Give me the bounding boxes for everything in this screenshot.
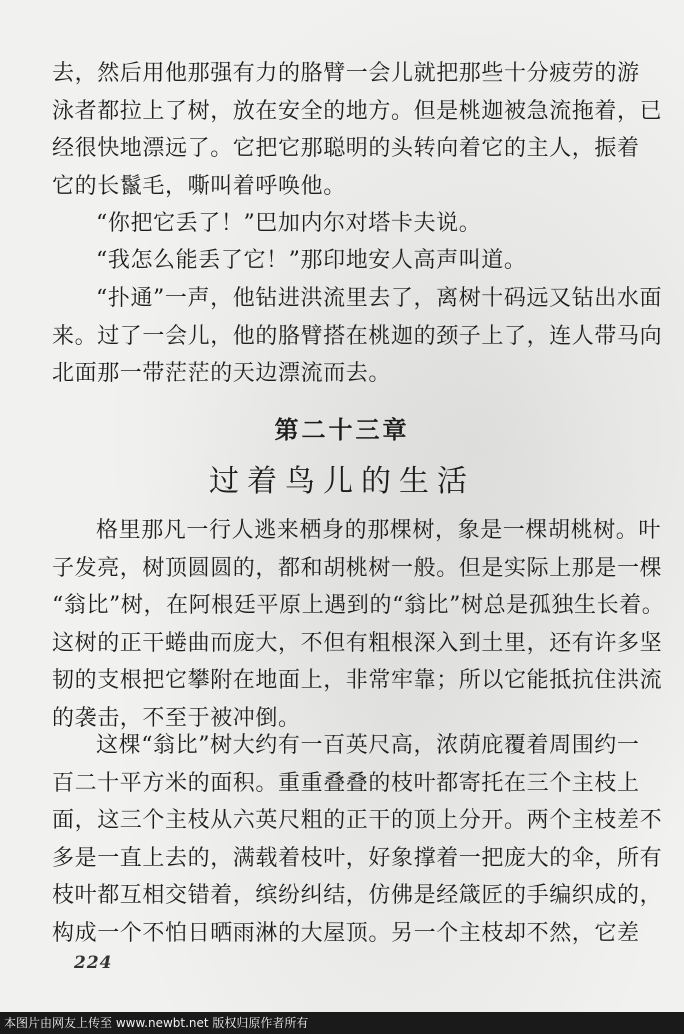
text-line: “翁比”树，在阿根廷平原上遇到的“翁比”树总是孤独生长着。 [52,593,665,618]
text-line: 它的长鬣毛，嘶叫着呼唤他。 [52,173,346,199]
text-line: 这棵“翁比”树大约有一百英尺高，浓荫庇覆着周围约一 [96,733,640,758]
text-line: 的袭击，不至于被冲倒。 [52,705,301,731]
text-line: 韧的支根把它攀附在地面上，非常牢靠；所以它能抵抗住洪流 [52,668,663,693]
text-line: 泳者都拉上了树，放在安全的地方。但是桃迦被急流拖着，已 [52,98,663,124]
paragraph-dialogue-1 [52,205,642,243]
text-line: 构成一个不怕日晒雨淋的大屋顶。另一个主枝却不然，它差 [52,920,640,946]
text-line: 格里那凡一行人逃来栖身的那棵树，象是一棵胡桃树。叶 [96,518,662,543]
paragraph-dialogue-2 [52,242,642,280]
text-line: 经很快地漂远了。它把它那聪明的头转向着它的主人，振着 [52,136,640,161]
text-line: 百二十平方米的面积。重重叠叠的枝叶都寄托在三个主枝上 [52,770,640,796]
text-line: 面，这三个主枝从六英尺粗的正干的顶上分开。两个主枝差不 [52,808,663,833]
text-line: “你把它丢了！”巴加内尔对塔卡夫说。 [96,211,482,236]
paragraph-plunge [52,280,663,393]
text-line: 去，然后用他那强有力的胳臂一会儿就把那些十分疲劳的游 [52,61,640,86]
chapter-number: 第二十三章 [274,416,410,444]
page-number: 224 [74,953,113,973]
text-line: “我怎么能丢了它！”那印地安人高声叫道。 [96,248,527,273]
text-line: 北面那一带茫茫的天边漂流而去。 [52,361,392,386]
text-line: 子发亮，树顶圆圆的，都和胡桃树一般。但是实际上那是一棵 [52,555,663,581]
text-line: 这树的正干蜷曲而庞大，不但有粗根深入到土里，还有许多坚 [52,630,663,656]
chapter-title: 过着鸟儿的生活 [209,464,475,499]
watermark-banner: 本图片由网友上传至 www.newbt.net 版权归原作者所有 [0,1012,684,1034]
paragraph-tree-size [52,727,663,952]
paragraph-tree-description [52,512,665,737]
text-line: 来。过了一会儿，他的胳臂搭在桃迦的颈子上了，连人带马向 [52,323,663,349]
text-line: “扑通”一声，他钻进洪流里去了，离树十码远又钻出水面 [96,286,663,311]
paragraph-continuation [52,55,663,205]
text-line: 多是一直上去的，满载着枝叶，好象撑着一把庞大的伞，所有 [52,845,663,871]
text-line: 枝叶都互相交错着，缤纷纠结，仿佛是经箴匠的手编织成的， [52,883,663,908]
